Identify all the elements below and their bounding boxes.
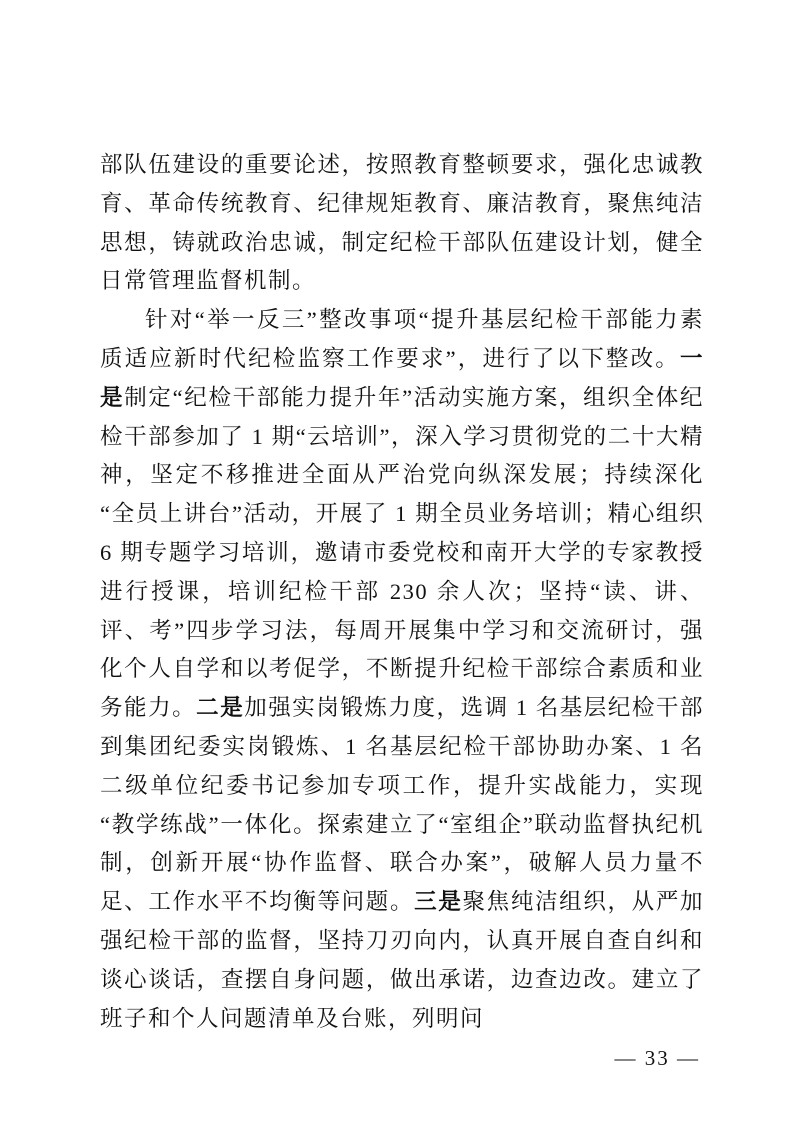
paragraph-continuation [100,146,704,301]
page-number: — 33 — [614,1046,700,1070]
emphasis-marker-second: 二是 [196,695,245,721]
paragraph-rectification-measures [100,301,704,1038]
document-body-text [100,146,704,1038]
paragraph-text: 制定“纪检干部能力提升年”活动实施方案，组织全体纪检干部参加了 1 期“云培训”，深入学习贯彻党的二十大精神，坚定不移推进全面从严治党向纵深发展；持续深化“全员上讲台”活动，开展了 1 期全员业务培训；精心组织 6 期专题学习培训，邀请市委党校和南开大学的专家教授进行授课，培训纪检干部 230 余人次；坚持“读、讲、评、考”四步学习法，每周开展集中学习和交流研讨，强化个人自学和以考促学，不断提升纪检干部综合素质和业务能力。 [100,384,704,721]
emphasis-marker-third: 三是 [414,889,463,915]
paragraph-text: 部队伍建设的重要论述，按照教育整顿要求，强化忠诚教育、革命传统教育、纪律规矩教育、廉洁教育，聚焦纯洁思想，铸就政治忠诚，制定纪检干部队伍建设计划，健全日常管理监督机制。 [100,152,704,294]
emphasis-marker-first: 一是 [100,345,704,410]
paragraph-text: 针对“举一反三”整改事项“提升基层纪检干部能力素质适应新时代纪检监察工作要求”，进行了以下整改。 [100,307,704,371]
paragraph-text: 聚焦纯洁组织，从严加强纪检干部的监督，坚持刀刃向内，认真开展自查自纠和谈心谈话，查摆自身问题，做出承诺，边查边改。建立了班子和个人问题清单及台账，列明问 [100,889,704,1031]
paragraph-text: 加强实岗锻炼力度，选调 1 名基层纪检干部到集团纪委实岗锻炼、1 名基层纪检干部协助办案、1 名二级单位纪委书记参加专项工作，提升实战能力，实现“教学练战”一体化。探索建立了“室组企”联动监督执纪机制，创新开展“协作监督、联合办案”，破解人员力量不足、工作水平不均衡等问题。 [100,695,704,915]
